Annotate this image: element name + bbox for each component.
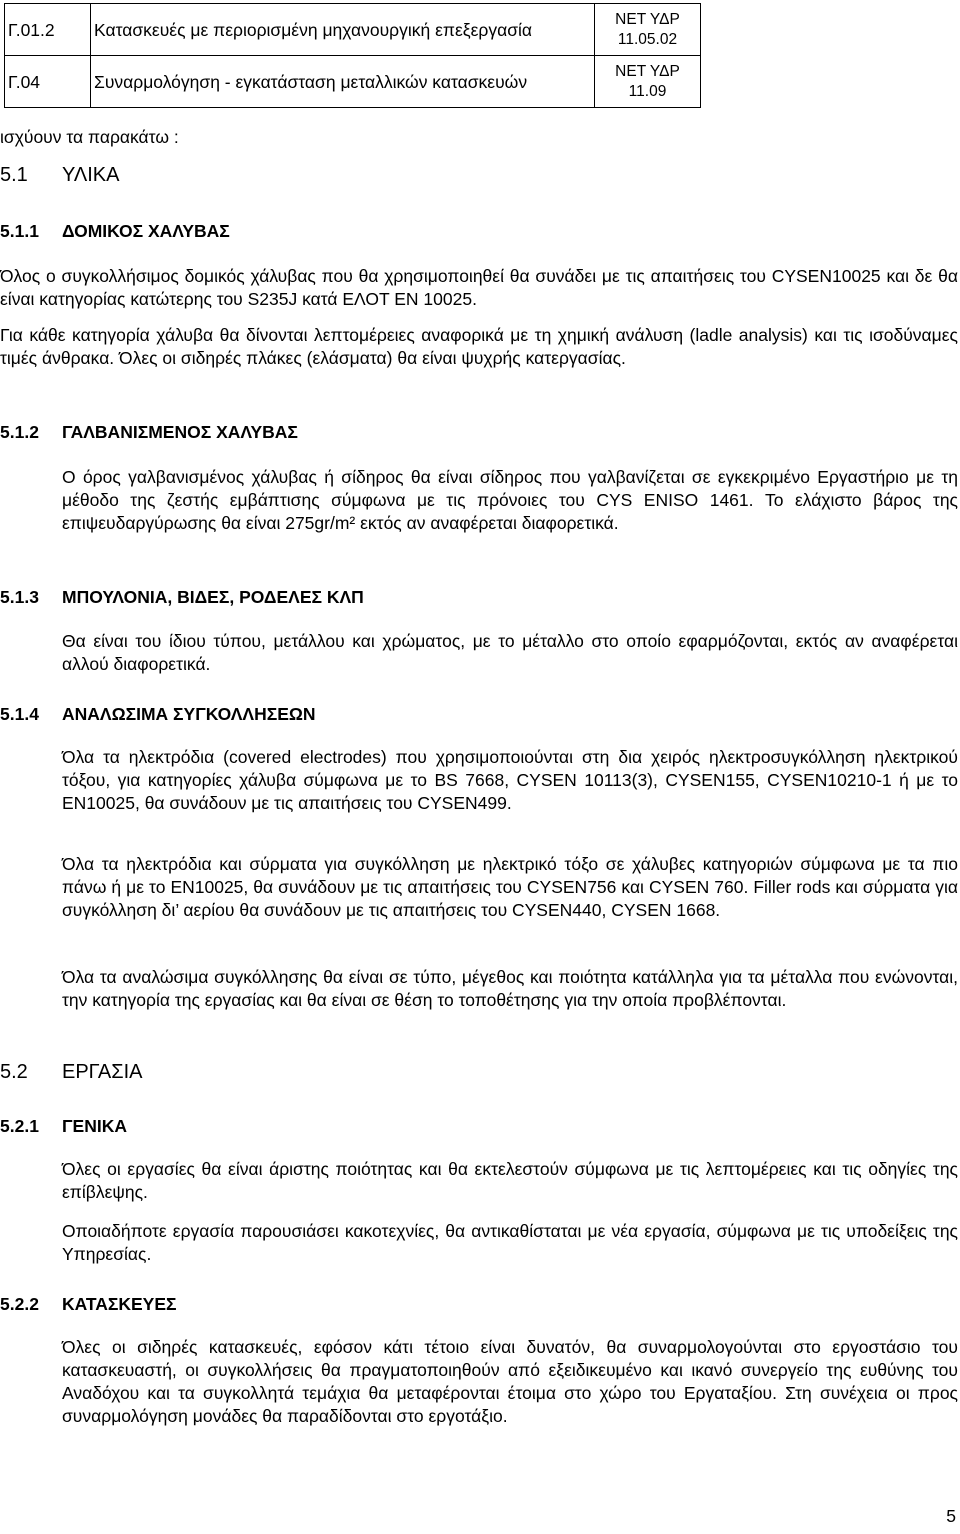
subsection-title: ΓΑΛΒΑΝΙΣΜΕΝΟΣ ΧΑΛΥΒΑΣ xyxy=(62,422,298,442)
subsection-number: 5.2.1 xyxy=(0,1116,39,1136)
header-description: Κατασκευές με περιορισμένη μηχανουργική επεξεργασία xyxy=(91,4,595,56)
paragraph: Όλα τα ηλεκτρόδια και σύρματα για συγκόλληση με ηλεκτρικό τόξο σε χάλυβες κατηγοριών σύμφωνα με τα πιο πάνω ή με το EN10025, θα συνάδουν με τις απαιτήσεις του CYSEN756 και CYSEN 760. Filler rods και σύρματα για συγκόλληση δι’ αερίου θα συνάδουν με τις απαιτήσεις του CYSEN440, CYSEN 1668. xyxy=(62,854,958,920)
subsection-title: ΑΝΑΛΩΣΙΜΑ ΣΥΓΚΟΛΛΗΣΕΩΝ xyxy=(62,704,316,724)
paragraph: Οποιαδήποτε εργασία παρουσιάσει κακοτεχνίες, θα αντικαθίσταται με νέα εργασία, σύμφωνα με τις υποδείξεις της Υπηρεσίας. xyxy=(62,1221,958,1264)
subsection-number: 5.1.3 xyxy=(0,587,39,607)
section-title: ΕΡΓΑΣΙΑ xyxy=(62,1061,143,1083)
section-title: ΥΛΙΚΑ xyxy=(62,164,120,186)
section-number: 5.1 xyxy=(0,164,28,186)
header-code: Γ.04 xyxy=(5,56,91,108)
subsection-number: 5.1.2 xyxy=(0,422,39,442)
header-standard-line2: 11.05.02 xyxy=(617,30,678,48)
section-number: 5.2 xyxy=(0,1061,28,1083)
paragraph: Θα είναι του ίδιου τύπου, μετάλλου και χρώματος, με το μέταλλο στο οποίο εφαρμόζονται, εκτός αν αναφέρεται αλλού διαφορετικά. xyxy=(62,631,958,674)
intro-text: ισχύουν τα παρακάτω : xyxy=(0,127,179,147)
subsection-number: 5.1.4 xyxy=(0,704,39,724)
header-standard-line2: 11.09 xyxy=(628,82,667,100)
page-number: 5 xyxy=(946,1506,956,1526)
header-standard xyxy=(595,56,701,108)
header-table xyxy=(4,3,701,108)
subsection-title: ΓΕΝΙΚΑ xyxy=(62,1116,127,1136)
paragraph: Για κάθε κατηγορία χάλυβα θα δίνονται λεπτομέρειες αναφορικά με τη χημική ανάλυση (ladle analysis) και τις ισοδύναμες τιμές άνθρακα. Όλες οι σιδηρές πλάκες (ελάσματα) θα είναι ψυχρής κατεργασίας. xyxy=(0,325,958,368)
paragraph: Όλες οι σιδηρές κατασκευές, εφόσον κάτι τέτοιο είναι δυνατόν, θα συναρμολογούνται στο εργοστάσιο του κατασκευαστή, οι συγκολλήσεις θα πραγματοποιηθούν από εξειδικευμένο και ικανό συνεργείο της ευθύνης του Αναδόχου και τα συγκολλητά τεμάχια θα μεταφέρονται έτοιμα στο χώρο του Εργαταξίου. Στη συνέχεια οι προς συναρμολόγηση μονάδες θα παραδίδονται στο εργοτάξιο. xyxy=(62,1337,958,1426)
header-standard-line1: ΝΕΤ ΥΔΡ xyxy=(615,62,680,80)
header-code: Γ.01.2 xyxy=(5,4,91,56)
header-standard-line1: ΝΕΤ ΥΔΡ xyxy=(615,10,680,28)
subsection-title: ΔΟΜΙΚΟΣ ΧΑΛΥΒΑΣ xyxy=(62,221,230,241)
subsection-title: ΜΠΟΥΛΟΝΙΑ, ΒΙΔΕΣ, ΡΟΔΕΛΕΣ ΚΛΠ xyxy=(62,587,364,607)
subsection-number: 5.1.1 xyxy=(0,221,39,241)
paragraph: Ο όρος γαλβανισμένος χάλυβας ή σίδηρος θα είναι σίδηρος που γαλβανίζεται σε εγκεκριμένο Εργαστήριο με τη μέθοδο της ζεστής εμβάπτισης σύμφωνα με τις πρόνοιες του CYS ENISO 1461. Το ελάχιστο βάρος της επιψευδαργύρωσης θα είναι 275gr/m² εκτός αν αναφέρεται διαφορετικά. xyxy=(62,467,958,533)
header-standard xyxy=(595,4,701,56)
header-row xyxy=(5,56,701,108)
header-row xyxy=(5,4,701,56)
paragraph: Όλος ο συγκολλήσιμος δομικός χάλυβας που θα χρησιμοποιηθεί θα συνάδει με τις απαιτήσεις του CYSEN10025 και δε θα είναι κατηγορίας κατώτερης του S235J κατά ΕΛΟΤ ΕΝ 10025. xyxy=(0,266,958,309)
paragraph: Όλες οι εργασίες θα είναι άριστης ποιότητας και θα εκτελεστούν σύμφωνα με τις λεπτομέρειες και τις οδηγίες της επίβλεψης. xyxy=(62,1159,958,1202)
header-description: Συναρμολόγηση - εγκατάσταση μεταλλικών κατασκευών xyxy=(91,56,595,108)
paragraph: Όλα τα ηλεκτρόδια (covered electrodes) που χρησιμοποιούνται στη δια χειρός ηλεκτροσυγκόλληση ηλεκτρικού τόξου, για κατηγορίες χάλυβα σύμφωνα με το BS 7668, CYSEN 10113(3), CYSEN155, CYSEN10210-1 ή με το EN10025, θα συνάδουν με τις απαιτήσεις του CYSEN499. xyxy=(62,747,958,813)
subsection-title: ΚΑΤΑΣΚΕΥΕΣ xyxy=(62,1294,177,1314)
subsection-number: 5.2.2 xyxy=(0,1294,39,1314)
paragraph: Όλα τα αναλώσιμα συγκόλλησης θα είναι σε τύπο, μέγεθος και ποιότητα κατάλληλα για τα μέταλλα που ενώνονται, την κατηγορία της εργασίας και θα είναι σε θέση το τοποθέτησης για την οποία προβλέπονται. xyxy=(62,967,958,1010)
